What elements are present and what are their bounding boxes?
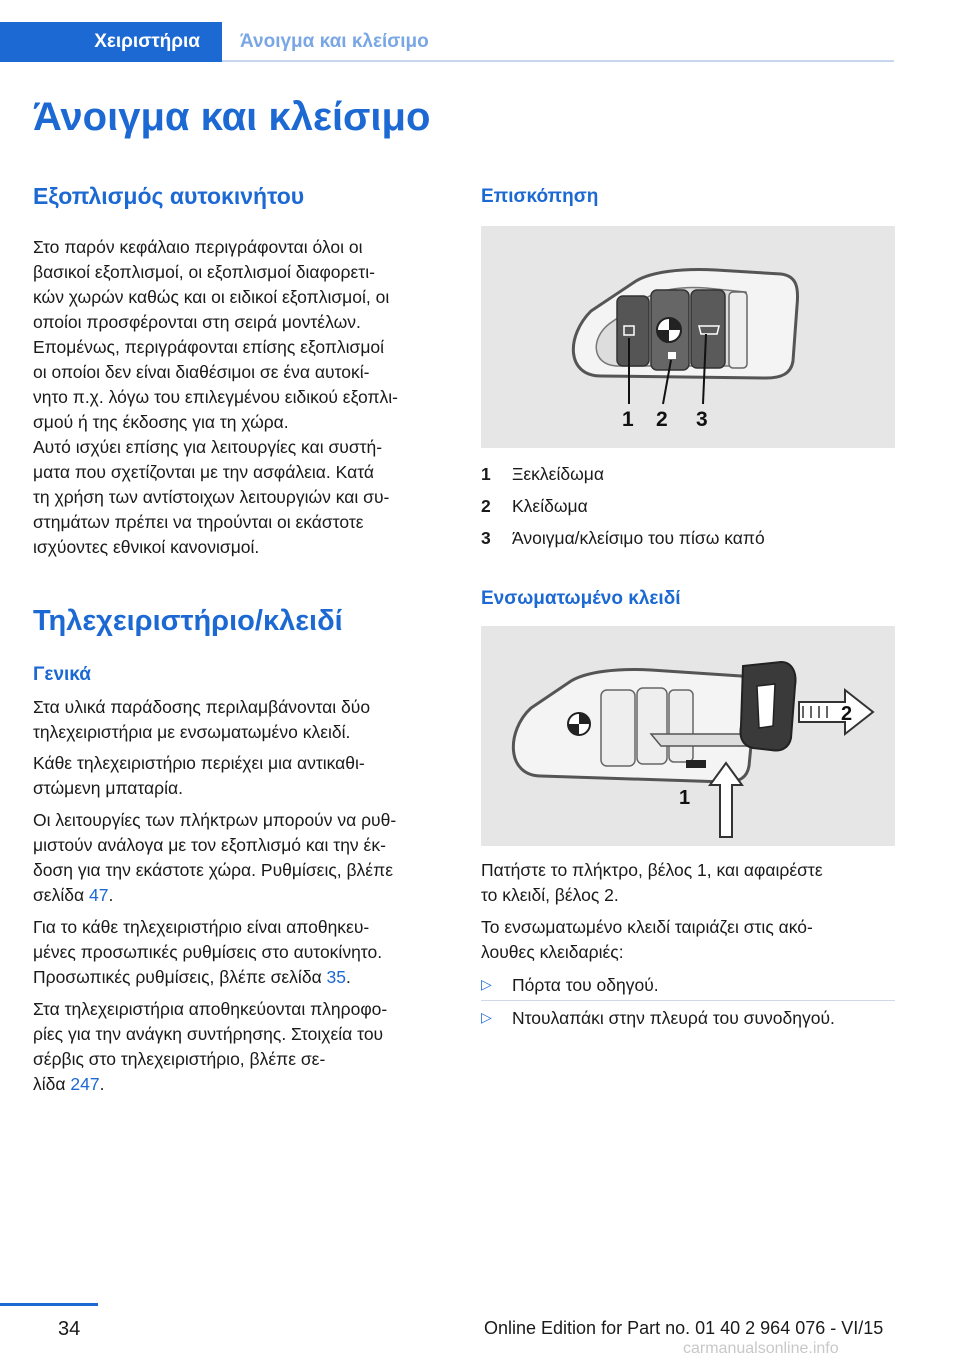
- section-heading-vehicle-equipment: Εξοπλισμός αυτοκινήτου: [33, 183, 305, 209]
- text-line: τηλεχειριστήρια με ενσωματωμένο κλειδί.: [33, 722, 351, 742]
- text-line: οι οποίοι δεν είναι διαθέσιμοι σε ένα αυτοκί‐: [33, 362, 370, 382]
- paragraph-key-fits: [481, 915, 901, 965]
- paragraph-personal-settings: [33, 915, 453, 990]
- text-line: Οι λειτουργίες των πλήκτρων μπορούν να ρυθ‐: [33, 810, 397, 830]
- page-link-35[interactable]: 35: [326, 967, 347, 987]
- figure-integrated-key: [481, 626, 895, 846]
- legend-text: Ξεκλείδωμα: [512, 464, 604, 484]
- text-line: το κλειδί, βέλος 2.: [481, 885, 619, 905]
- text-line: Αυτό ισχύει επίσης για λειτουργίες και συστή‐: [33, 437, 383, 457]
- page-link-247[interactable]: 247: [70, 1074, 100, 1094]
- text-line: στώμενη μπαταρία.: [33, 778, 183, 798]
- integrated-key-illustration: [481, 626, 895, 846]
- callout-label-2: 2: [841, 703, 853, 725]
- legend-number: 2: [481, 496, 491, 516]
- page-link-47[interactable]: 47: [88, 885, 109, 905]
- page-number: 34: [58, 1318, 81, 1340]
- callout-label-1: 1: [679, 787, 691, 809]
- section-heading-remote-key: Τηλεχειριστήριο/κλειδί: [33, 605, 343, 637]
- text-line: Για το κάθε τηλεχειριστήριο είναι αποθηκευ‐: [33, 917, 370, 937]
- triangle-bullet-icon: ▷: [481, 976, 492, 992]
- callout-label-2: 2: [656, 408, 668, 431]
- text-line: οποίοι προσφέρονται στη σειρά μοντέλων.: [33, 312, 361, 332]
- watermark-text: carmanualsonline.info: [683, 1340, 839, 1357]
- header-tab-opening-closing-label: Άνοιγμα και κλείσιμο: [240, 31, 429, 52]
- text-line: Στο παρόν κεφάλαιο περιγράφονται όλοι οι: [33, 237, 363, 257]
- paragraph-remove-key: [481, 858, 901, 908]
- text-line: σμού ή της έκδοσης για τη χώρα.: [33, 412, 289, 432]
- header-tab-controls[interactable]: [0, 22, 222, 62]
- text-punct: .: [346, 967, 351, 987]
- subheading-overview: Επισκόπηση: [481, 186, 599, 207]
- text-line: Το ενσωματωμένο κλειδί ταιριάζει στις ακό‐: [481, 917, 813, 937]
- legend-text: Κλείδωμα: [512, 496, 588, 516]
- text-line: Επομένως, περιγράφονται επίσης εξοπλισμοί: [33, 337, 385, 357]
- text-line: ισχύοντες εθνικοί κανονισμοί.: [33, 537, 260, 557]
- paragraph-vehicle-equipment: [33, 235, 453, 560]
- paragraph-battery: [33, 751, 453, 801]
- footer-accent-rule: [0, 1303, 98, 1306]
- text-line: σελίδα: [33, 885, 89, 905]
- paragraph-delivery: [33, 695, 453, 745]
- bullet-text: Ντουλαπάκι στην πλευρά του συνοδηγού.: [512, 1008, 835, 1028]
- text-line: μιστούν ανάλογα με τον εξοπλισμό και την έκ‐: [33, 835, 386, 855]
- remote-key-illustration: [481, 226, 895, 448]
- paragraph-button-functions: [33, 808, 453, 908]
- legend-text: Άνοιγμα/κλείσιμο του πίσω καπό: [512, 528, 765, 548]
- text-line: λίδα: [33, 1074, 71, 1094]
- header-divider: [222, 60, 894, 62]
- legend-number: 1: [481, 464, 491, 484]
- figure-remote-key-buttons: [481, 226, 895, 448]
- header-tab-controls-label: Χειριστήρια: [94, 31, 200, 52]
- subheading-general: Γενικά: [33, 664, 91, 685]
- page-title: Άνοιγμα και κλείσιμο: [33, 95, 431, 139]
- text-line: Κάθε τηλεχειριστήριο περιέχει μια αντικαθι‐: [33, 753, 365, 773]
- text-line: στημάτων πρέπει να τηρούνται οι εκάστοτε: [33, 512, 364, 532]
- text-line: ματα που σχετίζονται με την ασφάλεια. Κατά: [33, 462, 375, 482]
- text-line: κών χωρών καθώς και οι ειδικοί εξοπλισμοί, οι: [33, 287, 390, 307]
- text-punct: .: [108, 885, 114, 905]
- text-line: μένες προσωπικές ρυθμίσεις στο αυτοκίνητο.: [33, 942, 383, 962]
- text-line: Στα υλικά παράδοσης περιλαμβάνονται δύο: [33, 697, 371, 717]
- text-line: τη χρήση των αντίστοιχων λειτουργιών και συ‐: [33, 487, 390, 507]
- text-line: βασικοί εξοπλισμοί, οι εξοπλισμοί διαφορετι‐: [33, 262, 375, 282]
- text-line: δοση για την εκάστοτε χώρα. Ρυθμίσεις, βλέπε: [33, 860, 393, 880]
- text-line: σέρβις στο τηλεχειριστήριο, βλέπε σε‐: [33, 1049, 326, 1069]
- callout-label-1: 1: [622, 408, 634, 431]
- header-tab-opening-closing[interactable]: [222, 22, 429, 62]
- legend-number: 3: [481, 528, 491, 548]
- text-line: λουθες κλειδαριές:: [481, 942, 624, 962]
- bullet-text: Πόρτα του οδηγού.: [512, 975, 659, 995]
- text-line: ρίες για την ανάγκη συντήρησης. Στοιχεία του: [33, 1024, 384, 1044]
- text-line: Προσωπικές ρυθμίσεις, βλέπε σελίδα: [33, 967, 327, 987]
- text-punct: .: [99, 1074, 105, 1094]
- bullet-divider: [481, 1000, 895, 1001]
- callout-label-3: 3: [696, 408, 708, 431]
- text-line: Πατήστε το πλήκτρο, βέλος 1, και αφαιρέστε: [481, 860, 823, 880]
- text-line: νητο π.χ. λόγω του επιλεγμένου ειδικού εξοπλι‐: [33, 387, 398, 407]
- subheading-integrated-key: Ενσωματωμένο κλειδί: [481, 588, 681, 609]
- paragraph-service-data: [33, 997, 453, 1097]
- triangle-bullet-icon: ▷: [481, 1009, 492, 1025]
- edition-note: Online Edition for Part no. 01 40 2 964 076 - VI/15: [484, 1318, 884, 1338]
- text-line: Στα τηλεχειριστήρια αποθηκεύονται πληροφο‐: [33, 999, 388, 1019]
